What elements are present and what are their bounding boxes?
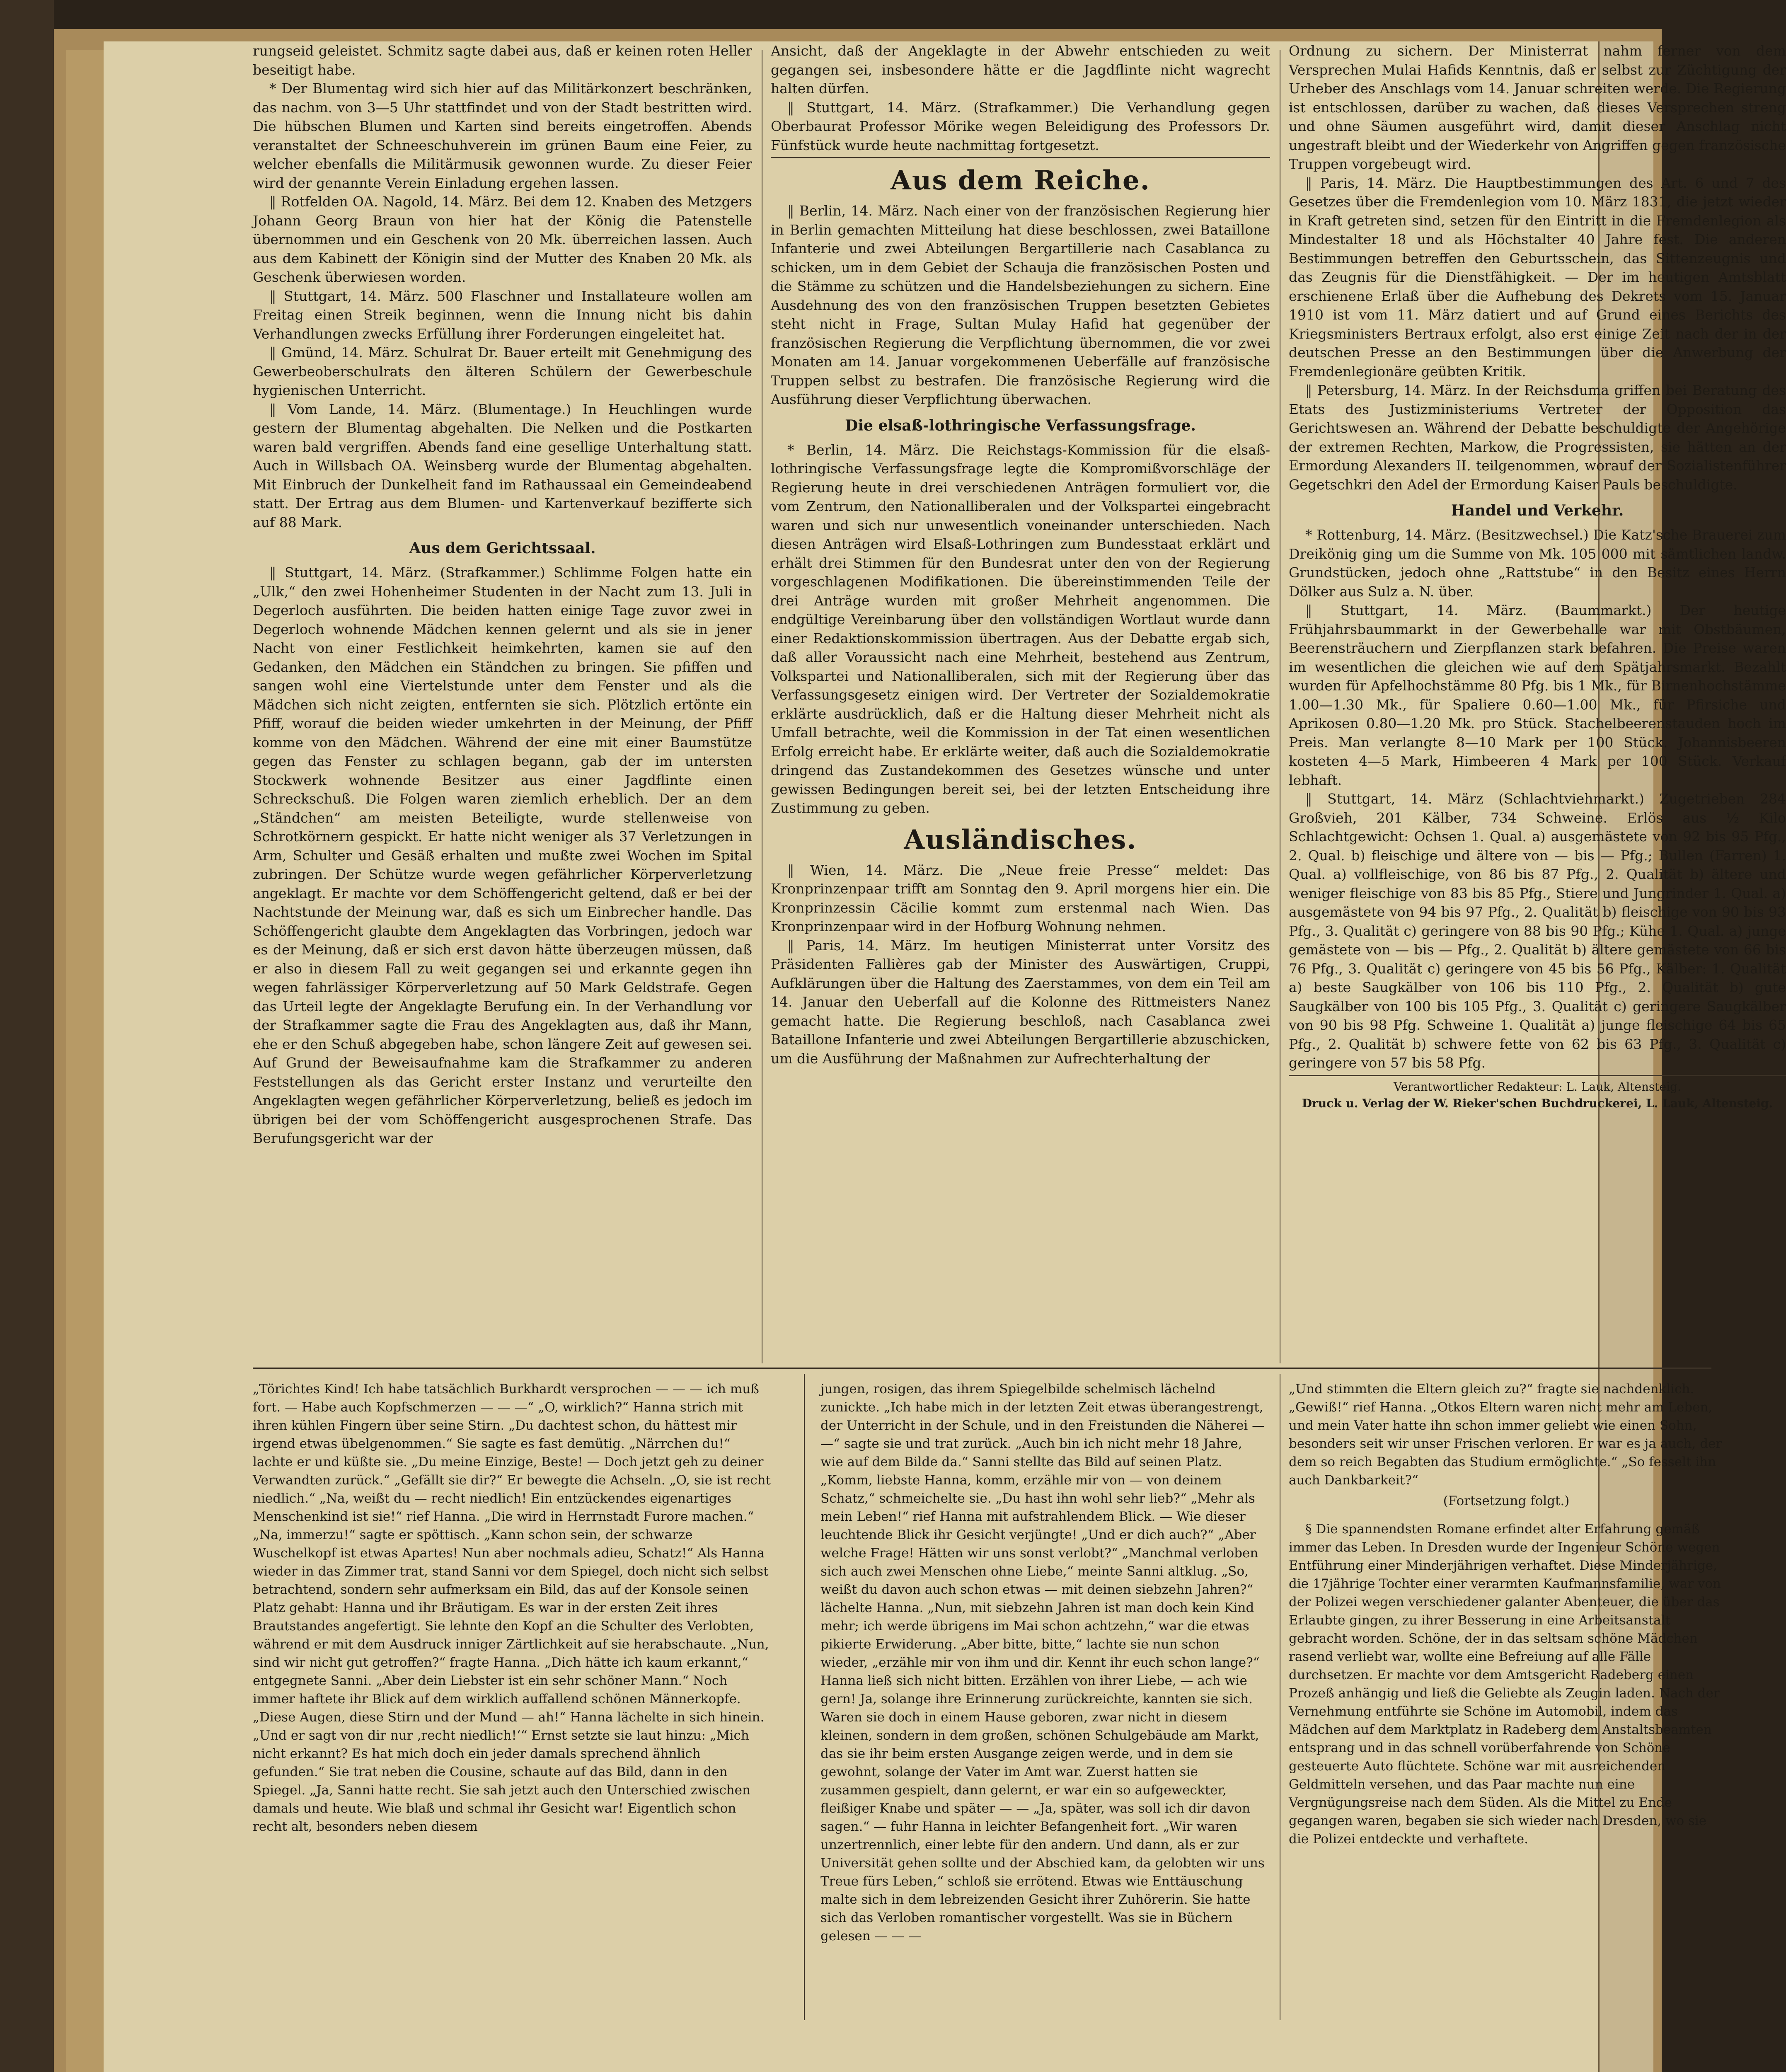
article-text: ‖ Stuttgart, 14. März (Schlachtviehmarkt.) Zugetrieben 284 Großvieh, 201 Kälber, 734 Schweine. Erlös aus ½ Kilo Schlachtgewicht: Ochsen 1. Qual. a) ausgemästete von 92 bis 95 Pfg., 2. Qual. b) fleischige und ältere von — bis — Pfg.; Bullen (Farren) 1. Qual. a) vollfleischige, von 86 bis 87 Pfg., 2. Qualität b) ältere und weniger fleischige von 83 bis 85 Pfg., Stiere und Jungrinder 1. Qual. a) ausgemästete von 94 bis 97 Pfg., 2. Qualität b) fleischige von 90 bis 93 Pfg., 3. Qualität c) geringere von 88 bis 90 Pfg.; Kühe 1. Qual. a) junge gemästete von — bis — Pfg., 2. Qualität b) ältere gemästete von 66 bis 76 Pfg., 3. Qualität c) geringere von 45 bis 56 Pfg., Kälber: 1. Qualität a) beste Saugkälber von 106 bis 110 Pfg., 2. Qualität b) gute Saugkälber von 100 bis 105 Pfg., 3. Qualität c) geringere Saugkälber von 90 bis 98 Pfg. Schweine 1. Qualität a) junge fleischige 64 bis 65 Pfg., 2. Qualität b) schwere fette von 62 bis 63 Pfg., 3. Qualität c) geringere von 57 bis 58 Pfg. (1289, 791, 1786, 1071)
article-text: ‖ Paris, 14. März. Die Hauptbestimmungen des Art. 6 und 7 des Gesetzes über die Fremdenlegion vom 10. März 1831, die jetzt wieder in Kraft getreten sind, setzen für den Eintritt in die Fremdenlegion als Mindestalter 18 und als Höchstalter 40 Jahre fest. Die anderen Bestimmungen betreffen den Geburtsschein, das Sittenzeugnis und das Zeugnis für die Dienstfähigkeit. — Der im heutigen Amtsblatt erschienene Erlaß über die Aufhebung des Dekrets vom 15. Januar 1910 ist vom 11. März datiert und auf Grund eines Berichts des Kriegsministers Bertraux erfolgt, also erst einige Zeit nach der in der deutschen Presse an den Bestimmungen über die Anwerbung der Fremdenlegionäre geübten Kritik. (1289, 174, 1786, 380)
section-heading: Handel und Verkehr. (1451, 502, 1624, 519)
news-column-3 (1289, 41, 1786, 1112)
newspaper-page (104, 41, 1786, 2072)
article-text: ‖ Paris, 14. März. Im heutigen Ministerrat unter Vorsitz des Präsidenten Fallières gab der Minister des Auswärtigen, Cruppi, Aufklärungen über die Haltung des Zaerstammes, von dem ein Teil am 14. Januar den Ueberfall auf die Kolonne des Rittmeisters Nanez gemacht hatte. Die Regierung beschloß, nach Casablanca zwei Bataillone Infanterie und zwei Abteilungen Bergartillerie abzuschicken, um die Ausführung der Maßnahmen zur Aufrechterhaltung der (771, 937, 1270, 1067)
feuilleton-column-3 (1289, 1380, 1724, 1848)
subsection-heading: Die elsaß-lothringische Verfassungsfrage. (845, 416, 1196, 434)
article-text: rungseid geleistet. Schmitz sagte dabei aus, daß er keinen roten Heller beseitigt habe. (253, 43, 752, 78)
imprint-editor: Verantwortlicher Redakteur: L. Lauk, Altensteig. (1394, 1080, 1681, 1094)
article-text: * Der Blumentag wird sich hier auf das Militärkonzert beschränken, das nachm. von 3—5 Uhr stattfindet und von der Stadt bestritten wird. Die hübschen Blumen und Karten sind bereits eingetroffen. Abends veranstaltet der Schneeschuhverein im grünen Baum eine Feier, zu welcher ebenfalls die Militärmusik gewonnen wurde. Zu dieser Feier wird der genannte Verein Einladung ergehen lassen. (253, 80, 752, 191)
article-text: ‖ Stuttgart, 14. März. (Baummarkt.) Der heutige Frühjahrsbaummarkt in der Gewerbehalle war mit Obstbäumen, Beerensträuchern und Zierpflanzen stark befahren. Die Preise waren im wesentlichen die gleichen wie auf dem Spätjahrsmarkt. Bezahlt wurden für Apfelhochstämme 80 Pfg. bis 1 Mk., für Birnenhochstämme 1.00—1.30 Mk., für Spaliere 0.60—1.00 Mk., für Pfirsiche und Aprikosen 0.80—1.20 Mk. pro Stück. Stachelbeerenstauden hoch im Preis. Man verlangte 8—10 Mark per 100 Stück. Johannisbeeren kosteten 4—5 Mark, Himbeeren 4 Mark per 100 Stück. Verkauf lebhaft. (1289, 602, 1786, 788)
serial-text: jungen, rosigen, das ihrem Spiegelbilde schelmisch lächelnd zunickte. „Ich habe mich in der letzten Zeit etwas überangestrengt, der Unterricht in der Schule, und in den Freistunden die Näherei — —“ sagte sie und trat zurück. „Auch bin ich nicht mehr 18 Jahre, wie auf dem Bilde da.“ Sanni stellte das Bild auf seinen Platz. „Komm, liebste Hanna, komm, erzähle mir von — von deinem Schatz,“ schmeichelte sie. „Du hast ihn wohl sehr lieb?“ „Mehr als mein Leben!“ rief Hanna mit aufstrahlendem Blick. — Wie dieser leuchtende Blick ihr Gesicht verjüngte! „Und er dich auch?“ „Aber welche Frage! Hätten wir uns sonst verlobt?“ „Manchmal verloben sich auch zwei Menschen ohne Liebe,“ meinte Sanni altklug. „So, weißt du davon auch schon etwas — mit deinen siebzehn Jahren?“ lächelte Hanna. „Nun, mit siebzehn Jahren ist man doch kein Kind mehr; ich werde übrigens im Mai schon achtzehn,“ war die etwas pikierte Erwiderung. „Aber bitte, bitte,“ lachte sie nun schon wieder, „erzähle mir von ihm und dir. Kennt ihr euch schon lange?“ Hanna ließ sich nicht bitten. Erzählen von ihrer Liebe, — ach wie gern! Ja, solange ihre Erinnerung zurückreichte, kannten sie sich. Waren sie doch in einem Hause geboren, zwar nicht in diesem kleinen, sondern in dem großen, schönen Schulgebäude am Markt, das sie ihr beim ersten Ausgange zeigen werde, und in dem sie gewohnt, solange der Vater im Amt war. Zuerst hatten sie zusammen gespielt, dann gelernt, er war ein so aufgeweckter, fleißiger Knabe und später — — „Ja, später, was soll ich dir davon sagen.“ — fuhr Hanna in leichter Befangenheit fort. „Wir waren unzertrennlich, einer lebte für den andern. Und dann, als er zur Universität gehen sollte und der Abschied kam, da gelobten wir uns Treue fürs Leben,“ schloß sie errötend. Etwas wie Enttäuschung malte sich in dem lebreizenden Gesicht ihrer Zuhörerin. Sie hatte sich das Verloben romantischer vorgestellt. Was sie in Büchern gelesen — — — (820, 1382, 1265, 1944)
article-text: * Rottenburg, 14. März. (Besitzwechsel.) Die Katz'sche Brauerei zum Dreikönig ging um die Summe von Mk. 105 000 mit sämtlichen landw. Grundstücken, jedoch ohne „Rattstube“ in den Besitz eines Herrn Dölker aus Sulz a. N. über. (1289, 527, 1786, 600)
feuilleton-rule (253, 1368, 1711, 1369)
column-rule (804, 1374, 805, 2020)
article-text: ‖ Wien, 14. März. Die „Neue freie Presse“ meldet: Das Kronprinzenpaar trifft am Sonntag den 9. April morgens hier ein. Die Kronprinzessin Cäcilie kommt zum erstenmal nach Wien. Das Kronprinzenpaar wird in der Hofburg Wohnung nehmen. (771, 862, 1270, 934)
imprint-publisher: Druck u. Verlag der W. Rieker'schen Buchdruckerei, L. Lauk, Altensteig. (1302, 1096, 1773, 1110)
article-text: ‖ Vom Lande, 14. März. (Blumentage.) In Heuchlingen wurde gestern der Blumentag abgehalten. Die Nelken und die Postkarten waren bald vergriffen. Abends fand eine gesellige Unterhaltung statt. Auch in Willsbach OA. Weinsberg wurde der Blumentag abgehalten. Mit Einbruch der Dunkelheit fand im Rathaussaal ein Gemeindeabend statt. Der Ertrag aus dem Blumen- und Kartenverkauf bezifferte sich auf 88 Mark. (253, 401, 752, 530)
continuation-note: (Fortsetzung folgt.) (1443, 1493, 1570, 1508)
feuilleton-column-2 (820, 1380, 1268, 1945)
news-text: § Die spannendsten Romane erfindet alter Erfahrung gemäß immer das Leben. In Dresden wurde der Ingenieur Schöne wegen Entführung einer Minderjährigen verhaftet. Diese Minderjährige, die 17jährige Tochter einer verarmten Kaufmannsfamilie, war von der Polizei wegen verschiedener galanter Abenteuer, die über das Erlaubte gingen, zu ihrer Besserung in eine Arbeitsanstalt gebracht worden. Schöne, der in das seltsam schöne Mädchen rasend verliebt war, wollte eine Befreiung auf alle Fälle durchsetzen. Er machte vor dem Amtsgericht Radeberg einen Prozeß anhängig und ließ die Geliebte als Zeugin laden. Nach der Vernehmung entführte sie Schöne im Automobil, indem das Mädchen auf dem Marktplatz in Radeberg dem Anstaltsbeamten entsprang und in das schnell vorüberfahrende von Schöne gesteuerte Auto flüchtete. Schöne war mit ausreichenden Geldmitteln versehen, und das Paar machte nun eine Vergnügungsreise nach dem Süden. Als die Mittel zu Ende gegangen waren, begaben sie sich wieder nach Dresden, wo sie die Polizei entdeckte und verhaftete. (1289, 1522, 1721, 1847)
serial-text: „Törichtes Kind! Ich habe tatsächlich Burkhardt versprochen — — — ich muß fort. — Habe auch Kopfschmerzen — — —“ „O, wirklich?“ Hanna strich mit ihren kühlen Fingern über seine Stirn. „Du dachtest schon, du hättest mir irgend etwas übelgenommen.“ Sie sagte es fast demütig. „Närrchen du!“ lachte er und küßte sie. „Du meine Einzige, Beste! — Doch jetzt geh zu deiner Verwandten zurück.“ „Gefällt sie dir?“ Er bewegte die Achseln. „O, sie ist recht niedlich.“ „Na, weißt du — recht niedlich! Ein entzückendes eigenartiges Menschenkind ist sie!“ rief Hanna. „Die wird in Herrnstadt Furore machen.“ „Na, immerzu!“ sagte er spöttisch. „Kann schon sein, der schwarze Wuschelkopf ist etwas Apartes! Nun aber nochmals adieu, Schatz!“ Als Hanna wieder in das Zimmer trat, stand Sanni vor dem Spiegel, doch nicht sich selbst betrachtend, sondern sehr aufmerksam ein Bild, das auf der Konsole seinen Platz gehabt: Hanna und ihr Bräutigam. Es war in der ersten Zeit ihres Brautstandes angefertigt. Sie lehnte den Kopf an die Schulter des Verlobten, während er mit dem Ausdruck inniger Zärtlichkeit auf sie herabschaute. „Nun, sind wir nicht gut getroffen?“ fragte Hanna. „Dich hätte ich kaum erkannt,“ entgegnete Sanni. „Aber dein Liebster ist ein sehr schöner Mann.“ Noch immer haftete ihr Blick auf dem wirklich auffallend schönen Männerkopfe. „Diese Augen, diese Stirn und der Mund — ah!“ Hanna lächelte in sich hinein. „Und er sagt von dir nur ‚recht niedlich!‘“ Ernst setzte sie laut hinzu: „Mich nicht erkannt? Es hat mich doch ein jeder damals sprechend ähnlich gefunden.“ Sie trat neben die Cousine, schaute auf das Bild, dann in den Spiegel. „Ja, Sanni hatte recht. Sie sah jetzt auch den Unterschied zwischen damals und heute. Wie blaß und schmal ihr Gesicht war! Eigentlich schon recht alt, besonders neben diesem (253, 1382, 771, 1834)
article-text: Ordnung zu sichern. Der Ministerrat nahm ferner von dem Versprechen Mulai Hafids Kenntnis, daß er selbst zur Züchtigung der Urheber des Anschlags vom 14. Januar schreiten werde. Die Regierung ist entschlossen, darüber zu wachen, daß dieses Versprechen streng und ohne Säumen ausgeführt wird, damit dieser Anschlag nicht ungestraft bleibt und der Wiederkehr von Angriffen gegen französische Truppen vorgebeugt wird. (1289, 43, 1786, 172)
article-text: ‖ Gmünd, 14. März. Schulrat Dr. Bauer erteilt mit Genehmigung des Gewerbeoberschulrats den älteren Schülern der Gewerbeschule hygienischen Unterricht. (253, 344, 752, 398)
serial-text: „Und stimmten die Eltern gleich zu?“ fragte sie nachdenklich. „Gewiß!“ rief Hanna. „Otkos Eltern waren nicht mehr am Leben, und mein Vater hatte ihn schon immer geliebt wie einen Sohn, besonders seit wir unser Frischen verloren. Er war es ja auch, der dem so reich Begabten das Studium ermöglichte.“ „So fesselt ihn auch Dankbarkeit?“ (1289, 1382, 1722, 1488)
article-text: ‖ Berlin, 14. März. Nach einer von der französischen Regierung hier in Berlin gemachten Mitteilung hat diese beschlossen, zwei Bataillone Infanterie und zwei Abteilungen Bergartillerie nach Casablanca zu schicken, um in dem Gebiet der Schauja die französischen Posten und die Stämme zu schützen und die Handelsbeziehungen zu sichern. Eine Ausdehnung des von den französischen Truppen besetzten Gebietes steht nicht in Frage, Sultan Mulay Hafid hat gegenüber der französischen Regierung die Verpflichtung übernommen, die vor zwei Monaten am 14. Januar vorgekommenen Ueberfälle auf französische Truppen selbst zu bestrafen. Die französische Regierung wird die Ausführung dieser Verpflichtung überwachen. (771, 203, 1270, 407)
section-heading: Ausländisches. (904, 824, 1137, 855)
book-binding (0, 0, 54, 2072)
article-text: * Berlin, 14. März. Die Reichstags-Kommission für die elsaß-lothringische Verfassungsfrage legte die Kompromißvorschläge der Regierung heute in drei verschiedenen Anträgen formuliert vor, die vom Zentrum, den Nationalliberalen und der Volkspartei eingebracht waren und sich nur unwesentlich voneinander unterschieden. Nach diesen Anträgen wird Elsaß-Lothringen zum Bundesstaat erklärt und erhält drei Stimmen für den Bundesrat unter den von der Regierung vorgeschlagenen Modifikationen. Die übereinstimmenden Teile der drei Anträge wurden mit großer Mehrheit angenommen. Die endgültige Vereinbarung über den vollständigen Wortlaut wurde dann einer Redaktionskommission übertragen. Aus der Debatte ergab sich, daß aller Voraussicht nach eine Mehrheit, bestehend aus Zentrum, Volkspartei und Nationalliberalen, sich mit der Regierung über das Verfassungsgesetz einigen wird. Der Vertreter der Sozialdemokratie erklärte ausdrücklich, daß er die Haltung dieser Mehrheit nicht als Umfall betrachte, weil die Kommission in der Tat einen wesentlichen Erfolg erreicht habe. Er erklärte weiter, daß auch die Sozialdemokratie dringend das Zustandekommen des Gesetzes wünsche und unter gewissen Bedingungen bereit sei, bei der letzten Entscheidung ihre Zustimmung zu geben. (771, 441, 1270, 816)
divider (1289, 1075, 1786, 1076)
article-text: ‖ Stuttgart, 14. März. (Strafkammer.) Schlimme Folgen hatte ein „Ulk,“ den zwei Hohenheimer Studenten in der Nacht zum 13. Juli in Degerloch ausführten. Die beiden hatten einige Tage zuvor zwei in Degerloch wohnende Mädchen kennen gelernt und als sie in jener Nacht von einer Festlichkeit heimkehrten, kamen sie auf den Gedanken, den Mädchen ein Ständchen zu bringen. Sie pfiffen und sangen wohl eine Viertelstunde unter dem Fenster und als die Mädchen sich nicht zeigten, entfernten sie sich. Plötzlich ertönte ein Pfiff, worauf die beiden wieder umkehrten in der Meinung, der Pfiff komme von den Mädchen. Während der eine mit einer Baumstütze gegen das Fenster zu schlagen begann, gab der im untersten Stockwerk wohnende Besitzer aus einer Jagdflinte einen Schreckschuß. Die Folgen waren ziemlich erheblich. Der an dem „Ständchen“ am meisten Beteiligte, wurde stellenweise von Schrotkörnern gespickt. Er hatte nicht weniger als 37 Verletzungen in Arm, Schulter und Gesäß erhalten und mußte zwei Wochen im Spital zubringen. Der Schütze wurde wegen gefährlicher Körperverletzung angeklagt. Er machte vor dem Schöffengericht geltend, daß er bei der Nachtstunde der Meinung war, daß es sich um Einbrecher handle. Das Schöffengericht glaubte dem Angeklagten das Vorbringen, jedoch war es der Meinung, daß er sich erst davon hätte überzeugen müssen, daß er also in diesem Fall zu weit gegangen sei und erkannte gegen ihn wegen fahrlässiger Körperverletzung auf 50 Mark Geldstrafe. Gegen das Urteil legte der Angeklagte Berufung ein. In der Verhandlung vor der Strafkammer sagte die Frau des Angeklagten aus, daß ihr Mann, ehe er den Schuß abgegeben habe, schon längere Zeit auf gewesen sei. Auf Grund der Beweisaufnahme kam die Strafkammer zu anderen Feststellungen als das Gericht erster Instanz und verurteilte den Angeklagten wegen gefährlicher Körperverletzung, beließ es jedoch im übrigen bei der vom Schöffengericht ausgesprochenen Strafe. Das Berufungsgericht war der (253, 564, 752, 1146)
article-text: Ansicht, daß der Angeklagte in der Abwehr entschieden zu weit gegangen sei, insbesondere hätte er die Jagdflinte nicht wagrecht halten dürfen. (771, 43, 1270, 97)
news-column-2 (771, 41, 1270, 1068)
article-text: ‖ Rotfelden OA. Nagold, 14. März. Bei dem 12. Knaben des Metzgers Johann Georg Braun von hier hat der König die Patenstelle übernommen und ein Geschenk von 20 Mk. überreichen lassen. Auch aus dem Kabinett der Königin sind der Mutter des Knaben 20 Mk. als Geschenk überwiesen worden. (253, 194, 752, 285)
article-text: ‖ Petersburg, 14. März. In der Reichsduma griffen bei Beratung des Etats des Justizministeriums Vertreter der Opposition das Gerichtswesen an. Während der Debatte beschuldigte der Angehörige der extremen Rechten, Markow, die Progressisten, sie hätten an der Ermordung Alexanders II. teilgenommen, worauf der Sozialistenführer Gegetschkri den Adel der Ermordung Kaiser Pauls beschuldigte. (1289, 382, 1786, 493)
section-heading: Aus dem Reiche. (891, 165, 1150, 196)
feuilleton-column-1 (253, 1380, 773, 1836)
article-text: ‖ Stuttgart, 14. März. (Strafkammer.) Die Verhandlung gegen Oberbaurat Professor Mörike wegen Beleidigung des Professors Dr. Fünfstück wurde heute nachmittag fortgesetzt. (771, 99, 1270, 153)
section-heading: Aus dem Gerichtssaal. (409, 540, 596, 557)
divider (771, 157, 1270, 158)
article-text: ‖ Stuttgart, 14. März. 500 Flaschner und Installateure wollen am Freitag einen Streik beginnen, wenn die Innung nicht bis dahin Verhandlungen zwecks Erfüllung ihrer Forderungen eingeleitet hat. (253, 288, 752, 342)
news-column-1 (253, 41, 752, 1148)
